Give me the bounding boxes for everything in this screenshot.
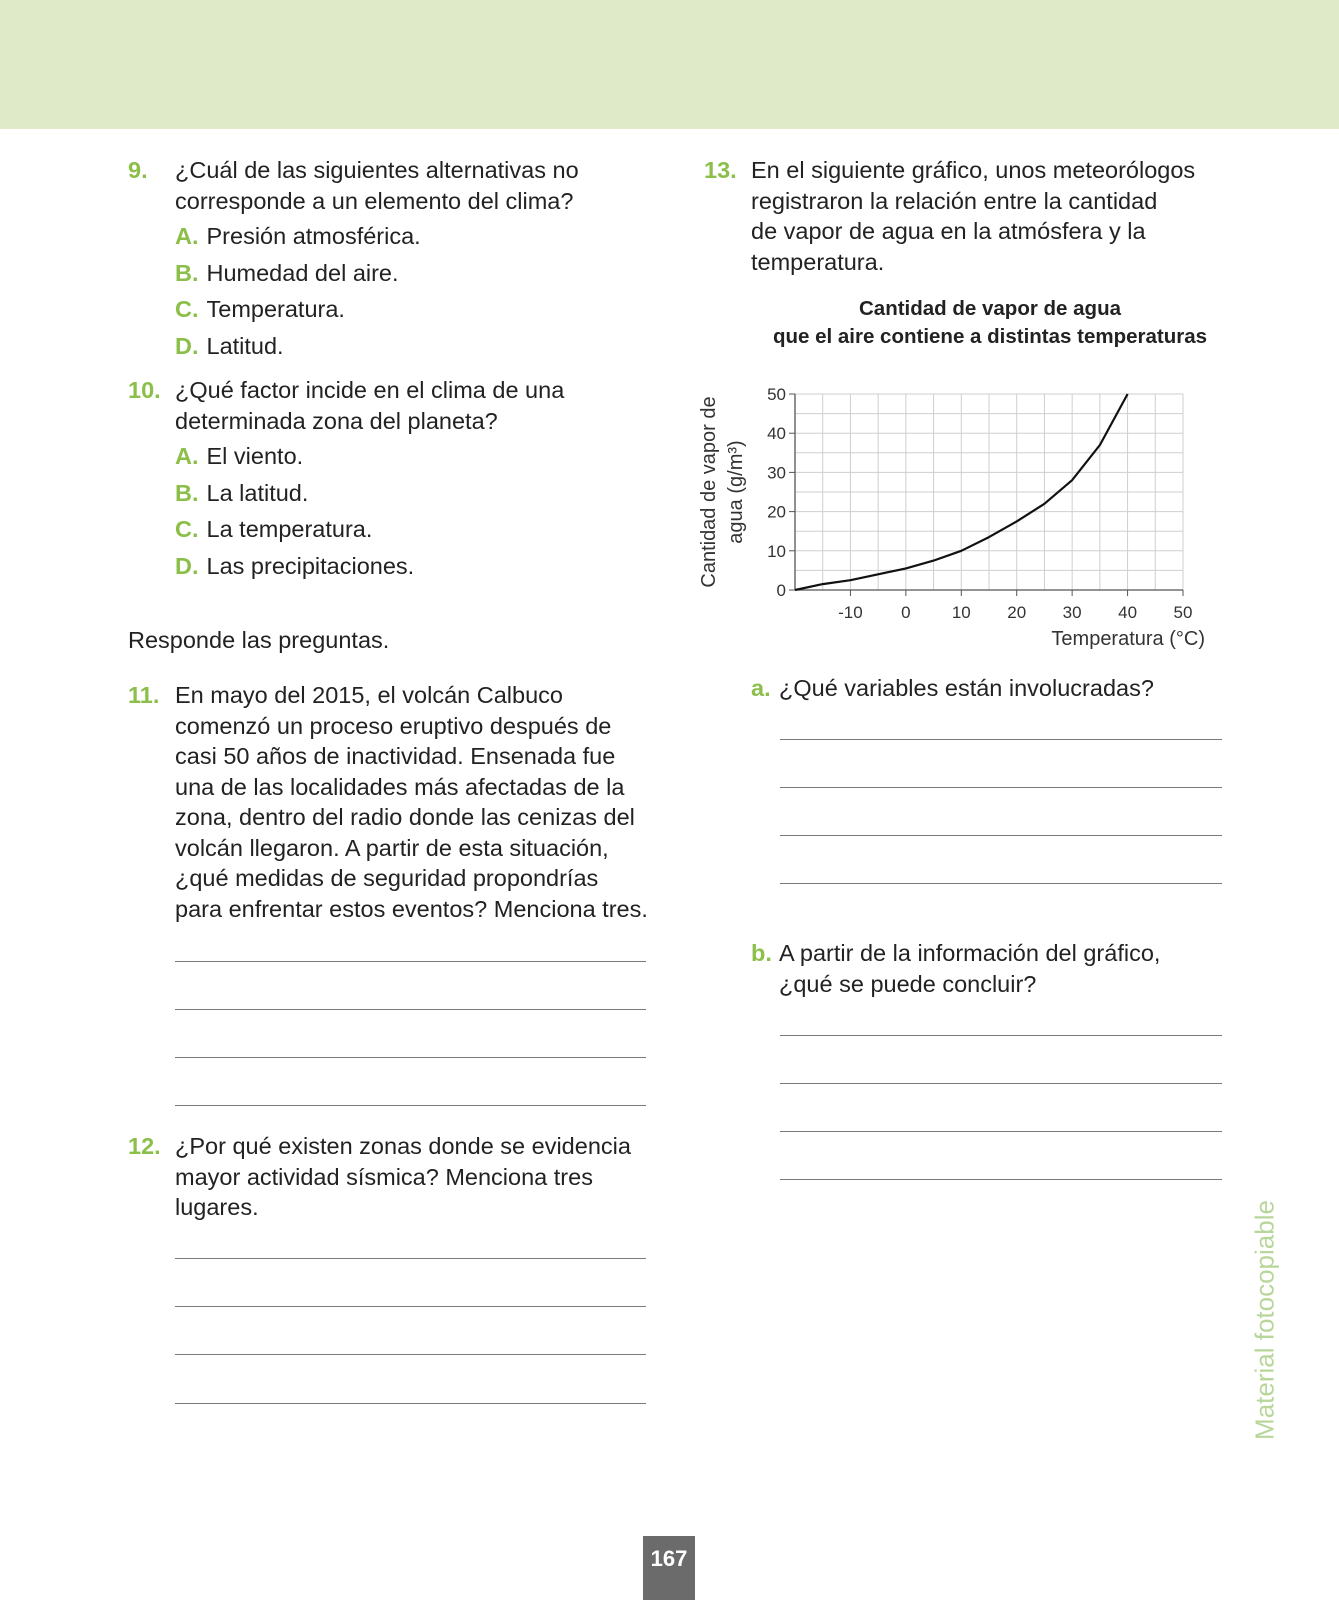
question-stem: ¿Por qué existen zonas donde se evidencia mayor actividad sísmica? Menciona tres lugares. [175,1133,631,1220]
x-tick-label: 40 [1118,603,1138,622]
answer-line[interactable] [175,1105,646,1106]
option-d: D. Latitud. [175,332,284,359]
x-tick-label: -10 [838,603,863,622]
option-a: A. Presión atmosférica. [175,223,421,249]
x-tick-label: 20 [1007,603,1027,622]
answer-line[interactable] [780,1083,1222,1084]
question-number: 9. [128,157,148,183]
header-band [0,0,1339,129]
question-stem: ¿Cuál de las siguientes alternativas no corresponde a un elemento del clima? [175,157,579,214]
answer-line[interactable] [780,739,1222,740]
y-tick-label: 10 [767,541,786,561]
x-tick-label: 30 [1062,603,1082,622]
option-c: C. La temperatura. [175,516,373,542]
question-stem: ¿Qué factor incide en el clima de una determinada zona del planeta? [175,377,565,434]
answer-line[interactable] [175,1354,646,1355]
x-tick-label: 50 [1173,603,1193,622]
option-c: C. Temperatura. [175,296,345,322]
x-tick-label: 10 [951,603,971,622]
y-tick-label: 40 [767,424,786,444]
option-a: A. El viento. [175,443,304,469]
question-stem: En el siguiente gráfico, unos meteorólogos registraron la relación entre la cantidad de vapor de agua en la atmósfera y la temperatura. [751,157,1196,275]
answer-line[interactable] [780,1131,1222,1132]
answer-line[interactable] [175,1258,646,1259]
question-number: 13. [704,157,737,183]
option-b: B. La latitud. [175,479,309,506]
question-number: 11. [128,682,160,708]
y-tick-label: 30 [767,463,786,483]
answer-line[interactable] [175,1057,646,1058]
question-9 [128,155,658,364]
y-axis-label: Cantidad de vapor de [698,396,720,588]
option-d: D. Las precipitaciones. [175,552,415,579]
question-number: 10. [128,377,161,403]
page-number-box [643,1536,695,1600]
answer-line[interactable] [175,1009,646,1010]
y-tick-label: 0 [776,581,786,600]
vapor-temperature-chart [695,372,1215,662]
options-list [128,438,658,584]
question-11 [128,680,668,924]
subquestion-b: b. A partir de la información del gráfico, ¿qué se puede concluir? [751,940,1161,997]
y-tick-label: 50 [767,385,786,404]
question-stem: En mayo del 2015, el volcán Calbuco comenzó un proceso eruptivo después de casi 50 años de inactividad. Ensenada fue una de las localidades más afectadas de la zona, dentro del radio donde las cenizas del volcán llegaron. A partir de esta situación, ¿qué medidas de seguridad propondrías para enfrentar estos eventos? Menciona tres. [175,682,648,922]
sidebar-note: Material fotocopiable [1249,1200,1280,1440]
option-b: B. Humedad del aire. [175,259,399,286]
section-heading: Responde las preguntas. [128,627,390,653]
question-12 [128,1131,668,1223]
question-13 [704,155,1264,277]
answer-line[interactable] [780,1035,1222,1036]
answer-line[interactable] [780,835,1222,836]
x-tick-label: 0 [901,603,911,622]
answer-line[interactable] [780,883,1222,884]
answer-line[interactable] [175,1403,646,1404]
answer-line[interactable] [780,1179,1222,1180]
answer-line[interactable] [175,1306,646,1307]
x-axis-label: Temperatura (°C) [1051,628,1205,650]
chart-title: Cantidad de vapor de agua que el aire contiene a distintas temperaturas [772,297,1208,348]
question-10 [128,375,658,584]
y-tick-label: 20 [767,502,786,522]
options-list [128,218,658,364]
page-number: 167 [650,1546,688,1571]
answer-line[interactable] [780,787,1222,788]
question-number: 12. [128,1133,161,1159]
subquestion-a: a. ¿Qué variables están involucradas? [751,675,1154,701]
answer-line[interactable] [175,961,646,962]
y-axis-label: agua (g/m³) [725,440,747,544]
